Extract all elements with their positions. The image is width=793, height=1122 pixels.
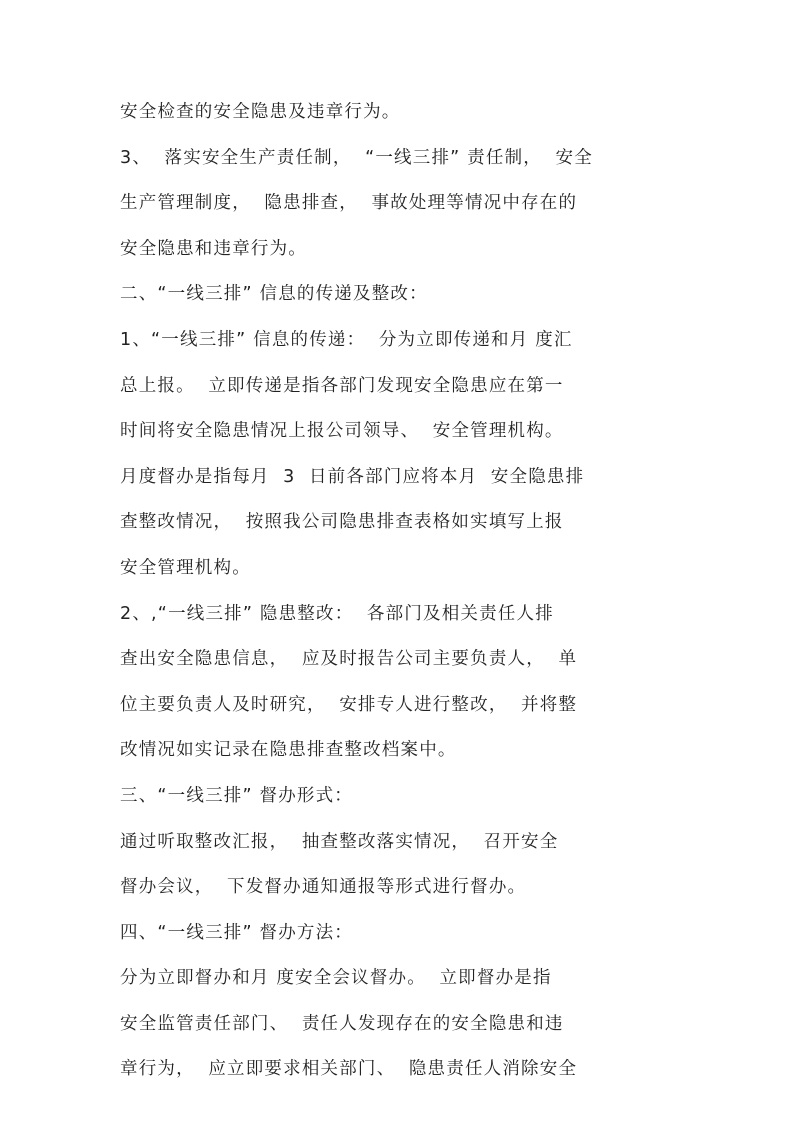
- text-line: 安全监管责任部门、 责任人发现存在的安全隐患和违: [120, 1013, 564, 1034]
- section-heading: 二、“一线三排” 信息的传递及整改：: [120, 284, 428, 305]
- text-line: 改情况如实记录在隐患排查整改档案中。: [120, 740, 457, 761]
- text-line: 月度督办是指每月 3 日前各部门应将本月 安全隐患排: [120, 466, 585, 487]
- text-line: 2、,“一线三排” 隐患整改： 各部门及相关责任人排: [120, 603, 554, 624]
- section-heading: 四、“一线三排” 督办方法：: [120, 922, 353, 943]
- text-line: 3、 落实安全生产责任制， “一线三排” 责任制， 安全: [120, 147, 593, 168]
- text-line: 安全检查的安全隐患及违章行为。: [120, 102, 401, 122]
- text-line: 通过听取整改汇报， 抽查整改落实情况， 召开安全: [120, 831, 559, 852]
- text-line: 安全隐患和违章行为。: [120, 238, 307, 259]
- text-line: 章行为， 应立即要求相关部门、 隐患责任人消除安全: [120, 1059, 578, 1080]
- text-line: 查出安全隐患信息， 应及时报告公司主要负责人， 单: [120, 649, 578, 670]
- text-line: 查整改情况， 按照我公司隐患排查表格如实填写上报: [120, 512, 564, 533]
- document-body: [120, 97, 680, 1100]
- text-line: 分为立即督办和月 度安全会议督办。 立即督办是指: [120, 968, 552, 989]
- text-line: 督办会议， 下发督办通知通报等形式进行督办。: [120, 877, 527, 898]
- text-line: 安全管理机构。: [120, 557, 251, 578]
- text-line: 位主要负责人及时研究， 安排专人进行整改， 并将整: [120, 694, 578, 715]
- text-line: 总上报。 立即传递是指各部门发现安全隐患应在第一: [120, 375, 564, 396]
- text-line: 1、“一线三排” 信息的传递： 分为立即传递和月 度汇: [120, 329, 573, 350]
- text-line: 生产管理制度， 隐患排查， 事故处理等情况中存在的: [120, 193, 578, 214]
- section-heading: 三、“一线三排” 督办形式：: [120, 785, 353, 806]
- text-line: 时间将安全隐患情况上报公司领导、 安全管理机构。: [120, 421, 564, 442]
